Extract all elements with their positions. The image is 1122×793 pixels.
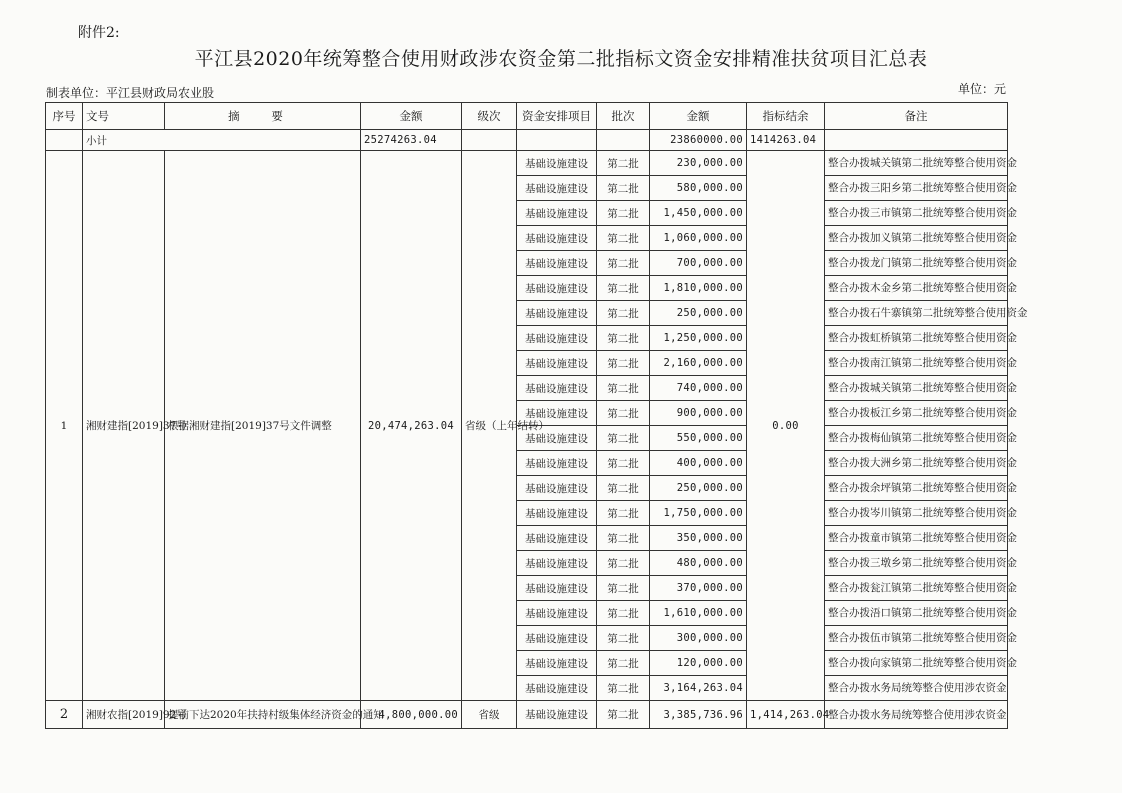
row-remark: 整合办拨虹桥镇第二批统筹整合使用资金: [825, 326, 1008, 351]
row-batch: 第二批: [597, 351, 650, 376]
subtotal-batch: [597, 130, 650, 151]
row-project: 基础设施建设: [517, 401, 597, 426]
row-remark: 整合办拨南江镇第二批统筹整合使用资金: [825, 351, 1008, 376]
group2-project: 基础设施建设: [517, 701, 597, 729]
row-batch: 第二批: [597, 651, 650, 676]
row-amount: 230,000.00: [650, 151, 747, 176]
row-project: 基础设施建设: [517, 601, 597, 626]
row-project: 基础设施建设: [517, 251, 597, 276]
group2-level: 省级: [462, 701, 517, 729]
row-batch: 第二批: [597, 426, 650, 451]
group1-summary: 根据湘财建指[2019]37号文件调整: [165, 151, 361, 701]
row-project: 基础设施建设: [517, 276, 597, 301]
row-project: 基础设施建设: [517, 526, 597, 551]
table-row: [46, 151, 1008, 176]
row-amount: 250,000.00: [650, 476, 747, 501]
row-amount: 900,000.00: [650, 401, 747, 426]
row-batch: 第二批: [597, 601, 650, 626]
row-amount: 1,810,000.00: [650, 276, 747, 301]
group1-balance: 0.00: [747, 151, 825, 701]
subtotal-label: 小计: [83, 130, 361, 151]
row-amount: 580,000.00: [650, 176, 747, 201]
row-batch: 第二批: [597, 626, 650, 651]
row-remark: 整合办拨梅仙镇第二批统筹整合使用资金: [825, 426, 1008, 451]
group1-seq: 1: [46, 151, 83, 701]
row-remark: 整合办拨三墩乡第二批统筹整合使用资金: [825, 551, 1008, 576]
row-batch: 第二批: [597, 376, 650, 401]
row-project: 基础设施建设: [517, 351, 597, 376]
row-amount: 120,000.00: [650, 651, 747, 676]
row-remark: 整合办拨余坪镇第二批统筹整合使用资金: [825, 476, 1008, 501]
row-project: 基础设施建设: [517, 151, 597, 176]
subtotal-row: [46, 130, 1008, 151]
row-amount: 2,160,000.00: [650, 351, 747, 376]
row-remark: 整合办拨童市镇第二批统筹整合使用资金: [825, 526, 1008, 551]
group1-amount: 20,474,263.04: [361, 151, 462, 701]
row-project: 基础设施建设: [517, 501, 597, 526]
page-title: 平江县2020年统筹整合使用财政涉农资金第二批指标文资金安排精准扶贫项目汇总表: [194, 48, 928, 70]
group1-doc: 湘财建指[2019]37号: [83, 151, 165, 701]
group2-summary: 提前下达2020年扶持村级集体经济资金的通知: [165, 701, 361, 729]
row-amount: 1,750,000.00: [650, 501, 747, 526]
row-batch: 第二批: [597, 676, 650, 701]
col-header-doc: 文号: [83, 103, 165, 130]
group2-balance: 1,414,263.04: [747, 701, 825, 729]
subtotal-project: [517, 130, 597, 151]
group2-seq: 2: [46, 701, 83, 729]
row-remark: 整合办拨三阳乡第二批统筹整合使用资金: [825, 176, 1008, 201]
group2-doc: 湘财农指[2019]92号: [83, 701, 165, 729]
row-remark: 整合办拨岑川镇第二批统筹整合使用资金: [825, 501, 1008, 526]
row-project: 基础设施建设: [517, 551, 597, 576]
row-amount: 700,000.00: [650, 251, 747, 276]
row-amount: 1,250,000.00: [650, 326, 747, 351]
col-header-amount2: 金额: [650, 103, 747, 130]
row-batch: 第二批: [597, 451, 650, 476]
col-header-balance: 指标结余: [747, 103, 825, 130]
subtotal-amount: 25274263.04: [361, 130, 462, 151]
row-amount: 480,000.00: [650, 551, 747, 576]
table-row: [46, 701, 1008, 729]
col-header-summary: 摘 要: [165, 103, 361, 130]
row-amount: 370,000.00: [650, 576, 747, 601]
row-project: 基础设施建设: [517, 176, 597, 201]
row-remark: 整合办拨加义镇第二批统筹整合使用资金: [825, 226, 1008, 251]
group2-amount2: 3,385,736.96: [650, 701, 747, 729]
row-batch: 第二批: [597, 326, 650, 351]
row-project: 基础设施建设: [517, 301, 597, 326]
row-remark: 整合办拨城关镇第二批统筹整合使用资金: [825, 376, 1008, 401]
row-amount: 550,000.00: [650, 426, 747, 451]
row-project: 基础设施建设: [517, 676, 597, 701]
row-project: 基础设施建设: [517, 476, 597, 501]
row-batch: 第二批: [597, 201, 650, 226]
row-amount: 350,000.00: [650, 526, 747, 551]
row-batch: 第二批: [597, 401, 650, 426]
row-project: 基础设施建设: [517, 201, 597, 226]
row-remark: 整合办拨浯口镇第二批统筹整合使用资金: [825, 601, 1008, 626]
row-batch: 第二批: [597, 551, 650, 576]
row-amount: 1,450,000.00: [650, 201, 747, 226]
subtotal-level: [462, 130, 517, 151]
row-batch: 第二批: [597, 276, 650, 301]
row-batch: 第二批: [597, 151, 650, 176]
col-header-level: 级次: [462, 103, 517, 130]
group1-level: 省级（上年结转）: [462, 151, 517, 701]
row-batch: 第二批: [597, 576, 650, 601]
row-amount: 1,610,000.00: [650, 601, 747, 626]
prepared-by: 制表单位：平江县财政局农业股: [46, 86, 215, 100]
col-header-amount: 金额: [361, 103, 462, 130]
group2-batch: 第二批: [597, 701, 650, 729]
col-header-project: 资金安排项目: [517, 103, 597, 130]
row-batch: 第二批: [597, 501, 650, 526]
row-remark: 整合办拨伍市镇第二批统筹整合使用资金: [825, 626, 1008, 651]
row-amount: 1,060,000.00: [650, 226, 747, 251]
row-amount: 400,000.00: [650, 451, 747, 476]
row-batch: 第二批: [597, 526, 650, 551]
row-remark: 整合办拨瓮江镇第二批统筹整合使用资金: [825, 576, 1008, 601]
col-header-seq: 序号: [46, 103, 83, 130]
group2-remark: 整合办拨水务局统筹整合使用涉农资金: [825, 701, 1008, 729]
row-project: 基础设施建设: [517, 226, 597, 251]
summary-table: [45, 102, 1028, 729]
annex-label: 附件2:: [78, 25, 120, 41]
table-header-row: [46, 103, 1008, 130]
row-remark: 整合办拨城关镇第二批统筹整合使用资金: [825, 151, 1008, 176]
row-project: 基础设施建设: [517, 576, 597, 601]
row-amount: 740,000.00: [650, 376, 747, 401]
row-remark: 整合办拨板江乡第二批统筹整合使用资金: [825, 401, 1008, 426]
col-header-batch: 批次: [597, 103, 650, 130]
row-remark: 整合办拨木金乡第二批统筹整合使用资金: [825, 276, 1008, 301]
subtotal-remark: [825, 130, 1008, 151]
row-project: 基础设施建设: [517, 451, 597, 476]
subtotal-amount2: 23860000.00: [650, 130, 747, 151]
row-remark: 整合办拨水务局统筹整合使用涉农资金: [825, 676, 1008, 701]
row-batch: 第二批: [597, 176, 650, 201]
row-project: 基础设施建设: [517, 426, 597, 451]
row-batch: 第二批: [597, 251, 650, 276]
row-batch: 第二批: [597, 301, 650, 326]
row-remark: 整合办拨大洲乡第二批统筹整合使用资金: [825, 451, 1008, 476]
subtotal-balance: 1414263.04: [747, 130, 825, 151]
group2-amount: 4,800,000.00: [361, 701, 462, 729]
row-remark: 整合办拨三市镇第二批统筹整合使用资金: [825, 201, 1008, 226]
row-project: 基础设施建设: [517, 626, 597, 651]
row-remark: 整合办拨石牛寨镇第二批统筹整合使用资金: [825, 301, 1008, 326]
row-amount: 300,000.00: [650, 626, 747, 651]
row-amount: 3,164,263.04: [650, 676, 747, 701]
row-remark: 整合办拨龙门镇第二批统筹整合使用资金: [825, 251, 1008, 276]
row-batch: 第二批: [597, 476, 650, 501]
row-amount: 250,000.00: [650, 301, 747, 326]
row-batch: 第二批: [597, 226, 650, 251]
row-project: 基础设施建设: [517, 651, 597, 676]
subtotal-seq: [46, 130, 83, 151]
col-header-remark: 备注: [825, 103, 1008, 130]
row-remark: 整合办拨向家镇第二批统筹整合使用资金: [825, 651, 1008, 676]
row-project: 基础设施建设: [517, 376, 597, 401]
unit-label: 单位：元: [957, 82, 1006, 96]
row-project: 基础设施建设: [517, 326, 597, 351]
